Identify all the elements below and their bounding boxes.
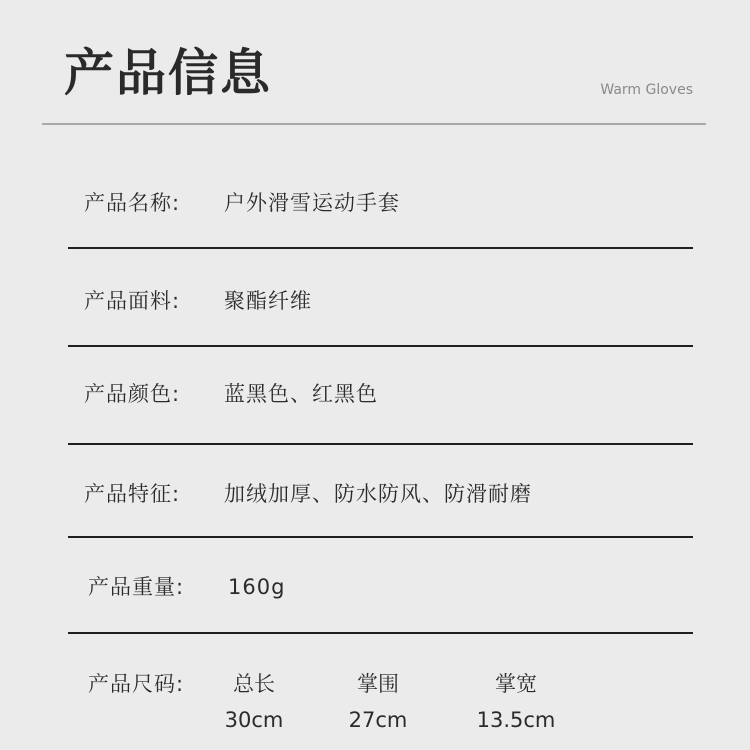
row-divider — [68, 443, 693, 445]
size-column-value: 13.5cm — [476, 708, 556, 732]
info-row-material — [0, 281, 750, 321]
info-row-color — [0, 374, 750, 414]
row-label: 产品颜色: — [84, 382, 181, 406]
row-label: 产品重量: — [88, 575, 185, 599]
size-column-value: 30cm — [224, 708, 284, 732]
size-column-name: 总长 — [233, 672, 275, 696]
row-divider — [68, 345, 693, 347]
row-value: 蓝黑色、红黑色 — [224, 382, 378, 406]
row-label: 产品特征: — [84, 482, 181, 506]
row-label: 产品尺码: — [88, 672, 185, 696]
size-column-value: 27cm — [348, 708, 408, 732]
header-divider — [42, 123, 706, 125]
info-row-features — [0, 474, 750, 514]
size-column-width — [472, 664, 560, 740]
info-row-weight — [0, 567, 750, 607]
row-value: 加绒加厚、防水防风、防滑耐磨 — [224, 482, 532, 506]
page-subtitle: Warm Gloves — [600, 82, 693, 98]
row-label: 产品面料: — [84, 289, 181, 313]
row-label: 产品名称: — [84, 191, 181, 215]
info-row-name — [0, 183, 750, 223]
size-column-length — [224, 664, 284, 740]
row-value: 160g — [228, 575, 286, 599]
row-value: 聚酯纤维 — [224, 289, 312, 313]
page-title: 产品信息 — [64, 44, 272, 102]
size-column-name: 掌围 — [357, 672, 399, 696]
size-column-name: 掌宽 — [495, 672, 537, 696]
row-divider — [68, 536, 693, 538]
row-divider — [68, 632, 693, 634]
row-value: 户外滑雪运动手套 — [224, 191, 400, 215]
row-divider — [68, 247, 693, 249]
size-column-girth — [346, 664, 410, 740]
